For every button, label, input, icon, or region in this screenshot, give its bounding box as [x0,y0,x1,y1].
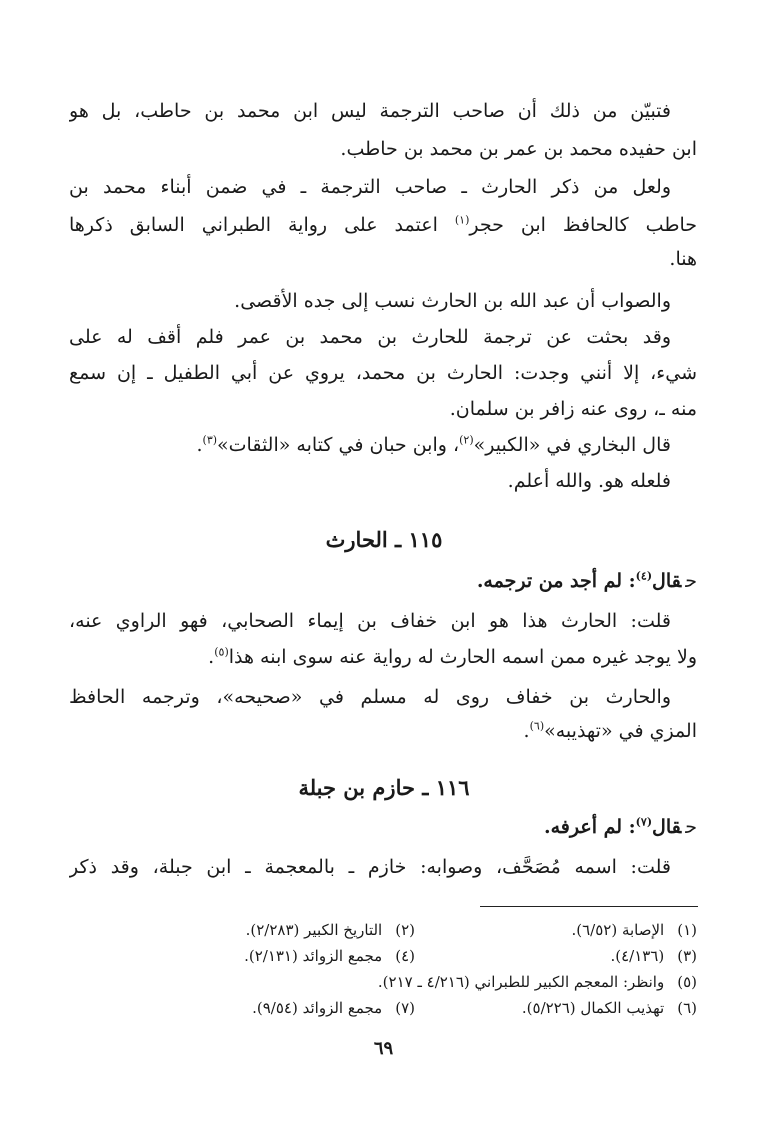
footnote-1-text: الإصابة (٦/٥٢). [571,921,665,939]
line-end-dot: . [196,434,203,456]
entry-115-line-2-text: ولا يوجد غيره ممن اسمه الحارث له رواية عنه سوى ابنه هذا [228,646,697,668]
footnote-marker-6: (٦) [529,719,545,733]
footnote-separator [480,906,698,907]
qal-label: قال [652,570,682,592]
entry-115-qal-line [69,566,697,596]
footnote-6-text: تهذيب الكمال (٥/٢٢٦). [521,999,665,1017]
entry-115-heading: ١١٥ ـ الحارث [325,527,443,552]
footnote-1-number: (١) [677,921,697,939]
entry-115-line-2 [69,642,697,672]
entry-116-qal-line [69,812,697,842]
entry-115-line-4-text: المزي في «تهذيبه» [544,720,697,742]
body-line-7: وقد بحثت عن ترجمة للحارث بن محمد بن عمر فلم أقف له على [69,326,671,348]
body-line-4 [69,210,697,240]
footnote-marker-1: (١) [454,213,470,227]
footnote-1 [571,918,697,942]
footnote-7 [252,996,415,1020]
body-line-3: ولعل من ذكر الحارث ـ صاحب الترجمة ـ في ضمن أبناء محمد بن [69,176,671,198]
qal-text: : لم أعرفه. [544,816,636,838]
entry-116-line-1: قلت: اسمه مُصَحَّف، وصوابه: خازم ـ بالمعجمة ـ ابن جبلة، وقد ذكر [69,856,671,878]
footnote-2 [246,918,415,942]
body-line-2: ابن حفيده محمد بن عمر بن محمد بن حاطب. [340,138,697,160]
body-line-8: شيء، إلا أنني وجدت: الحارث بن محمد، يروي عن أبي الطفيل ـ إن سمع [69,362,697,384]
footnote-marker-5: (٥) [214,645,229,659]
body-line-11: فلعله هو. والله أعلم. [507,470,671,492]
footnote-3 [610,944,697,968]
footnote-5 [378,970,697,994]
footnote-4 [244,944,415,968]
footnote-5-number: (٥) [677,973,697,991]
footnote-5-text: وانظر: المعجم الكبير للطبراني (٤/٢١٦ ـ ٢١٧). [377,973,665,991]
footnote-marker-7: (٧) [635,815,653,829]
page-number: ٦٩ [373,1038,394,1059]
line-end-dot: . [523,720,530,742]
footnote-marker-3: (٣) [202,433,218,447]
body-line-5: هنا. [669,248,697,270]
entry-115-line-1: قلت: الحارث هذا هو ابن خفاف بن إيماء الصحابي، فهو الراوي عنه، [69,610,671,632]
line-end-dot: . [208,646,215,668]
entry-115-line-3: والحارث بن خفاف روى له مسلم في «صحيحه»، وترجمه الحافظ [69,686,671,708]
entry-116-heading: ١١٦ ـ حازم بن جبلة [298,775,470,800]
footnote-4-number: (٤) [395,947,415,965]
footnote-4-text: مجمع الزوائد (٢/١٣١). [244,947,383,965]
bukhari-text: قال البخاري في «الكبير» [473,434,671,456]
footnote-marker-2: (٢) [459,433,474,447]
footnote-6-number: (٦) [677,999,697,1017]
body-line-9: منه ـ، روى عنه زافر بن سلمان. [449,398,697,420]
haythami-symbol: ح [685,816,697,838]
qal-label: قال [652,816,682,838]
footnote-3-text: (٤/١٣٦). [610,947,665,965]
qal-text: : لم أجد من ترجمه. [476,570,636,592]
footnote-7-number: (٧) [395,999,415,1017]
body-line-4-start: حاطب كالحافظ ابن حجر [469,214,697,236]
body-line-1: فتبيّن من ذلك أن صاحب الترجمة ليس ابن محمد بن حاطب، بل هو [69,100,671,122]
footnote-2-number: (٢) [395,921,415,939]
footnote-marker-4: (٤) [635,569,653,583]
footnote-7-text: مجمع الزوائد (٩/٥٤). [252,999,383,1017]
footnote-6 [522,996,697,1020]
footnote-2-text: التاريخ الكبير (٢/٢٨٣). [245,921,383,939]
body-line-10 [69,430,671,460]
entry-115-line-4 [69,716,697,746]
footnote-3-number: (٣) [677,947,697,965]
haythami-symbol: ح [685,570,697,592]
ibn-hibban-text: ، وابن حبان في كتابه «الثقات» [217,434,460,456]
body-line-6: والصواب أن عبد الله بن الحارث نسب إلى جده الأقصى. [234,290,671,312]
body-line-4-end: اعتمد على رواية الطبراني السابق ذكرها [69,214,438,236]
